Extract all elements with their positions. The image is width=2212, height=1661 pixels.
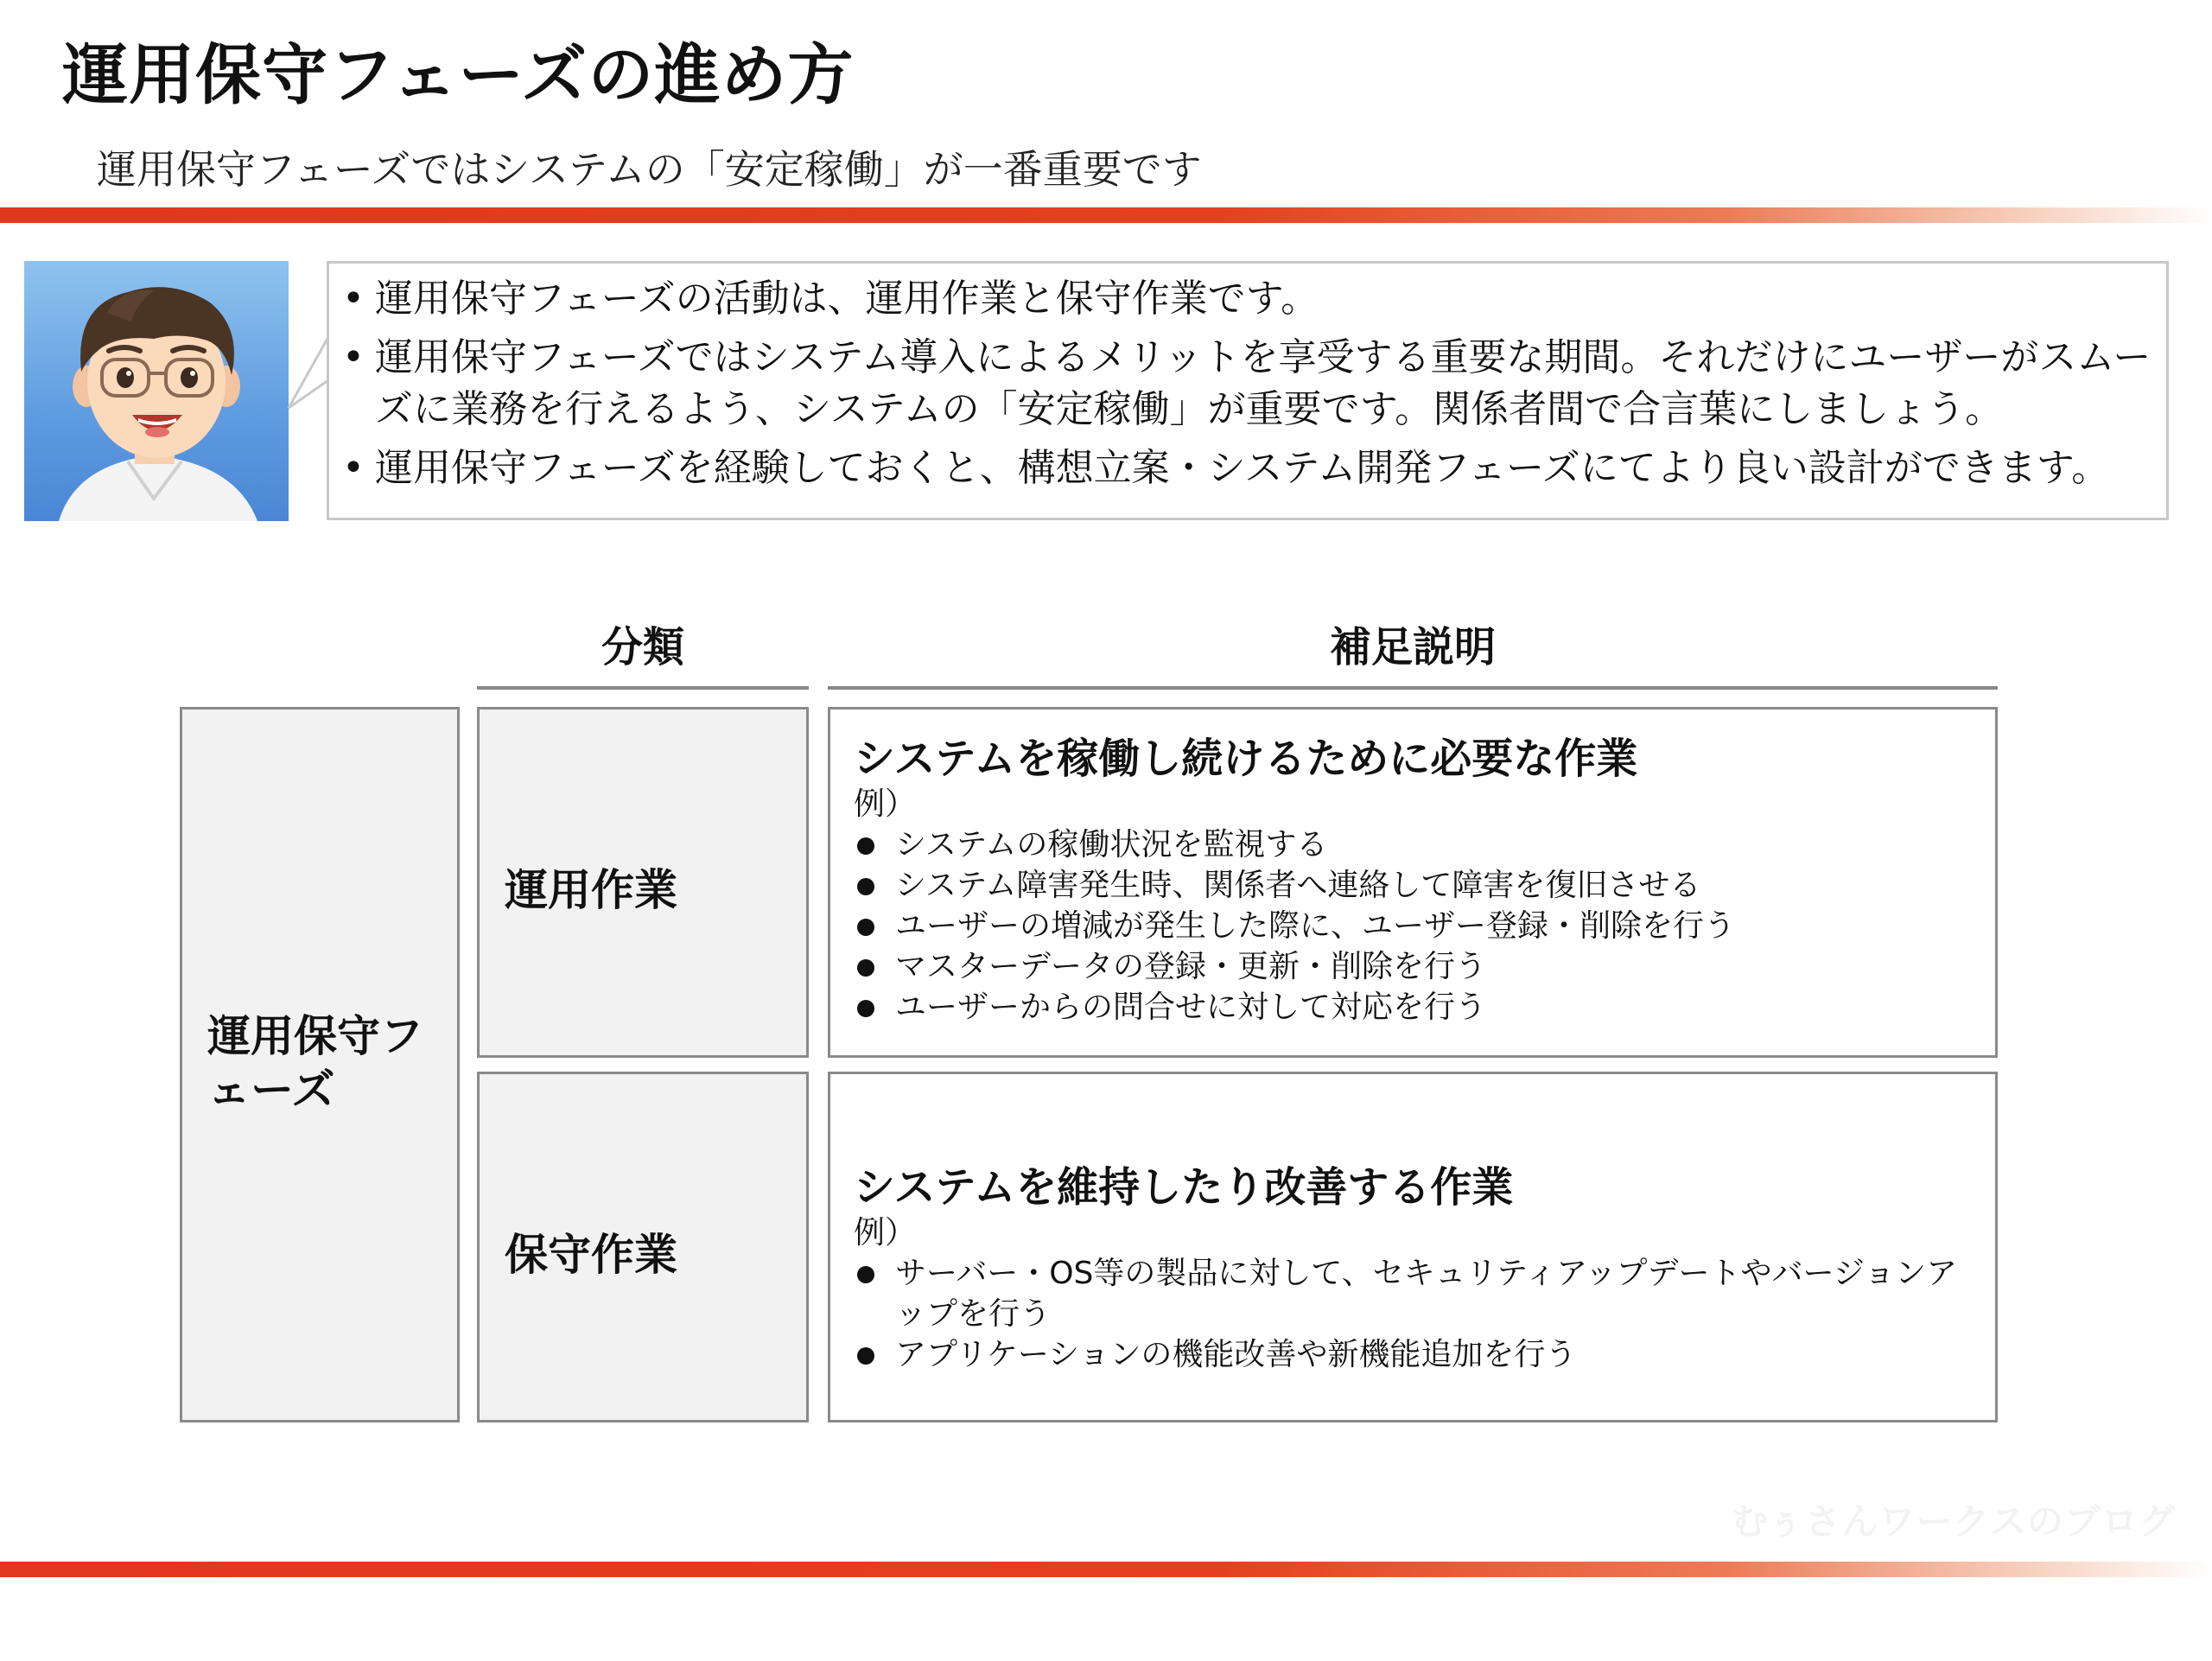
speech-bubble-tail — [287, 328, 330, 415]
list-item: システムの稼働状況を監視する — [854, 824, 1977, 865]
example-label: 例） — [854, 1215, 917, 1251]
column-header-rule — [477, 686, 809, 690]
detail-content — [854, 733, 1977, 1028]
category-label: 運用作業 — [505, 865, 677, 915]
column-header-category: 分類 — [601, 623, 684, 671]
intro-bullet: • 運用保守フェーズではシステム導入によるメリットを享受する重要な期間。それだけにユーザーがスムーズに業務を行えるよう、システムの「安定稼働」が重要です。関係者間で合言葉にしましょう。 — [339, 332, 2153, 436]
list-item: サーバー・OS等の製品に対して、セキュリティアップデートやバージョンアップを行う — [854, 1253, 1977, 1334]
detail-title: システムを維持したり改善する作業 — [854, 1163, 1514, 1212]
list-item: ユーザーの増減が発生した際に、ユーザー登録・削除を行う — [854, 906, 1977, 946]
intro-bullet: • 運用保守フェーズを経験しておくと、構想立案・システム開発フェーズにてより良い設計ができます。 — [339, 442, 2153, 494]
detail-list — [854, 1253, 1977, 1375]
detail-title: システムを稼働し続けるために必要な作業 — [854, 735, 1638, 783]
example-label: 例） — [854, 786, 917, 822]
list-item: ユーザーからの問合せに対して対応を行う — [854, 987, 1977, 1028]
category-label: 保守作業 — [505, 1230, 677, 1280]
phase-label: 運用保守フェーズ — [207, 1011, 423, 1115]
list-item: システム障害発生時、関係者へ連絡して障害を復旧させる — [854, 865, 1977, 906]
intro-bullet: • 運用保守フェーズの活動は、運用作業と保守作業です。 — [339, 273, 2153, 325]
accent-bar-bottom — [0, 1562, 2212, 1577]
column-header-detail: 補足説明 — [1329, 623, 1496, 671]
list-item: マスターデータの登録・更新・削除を行う — [854, 946, 1977, 987]
column-header-rule — [828, 686, 1998, 690]
detail-content — [854, 1161, 1977, 1375]
page-subtitle: 運用保守フェーズではシステムの「安定稼働」が一番重要です — [97, 146, 1202, 193]
intro-bullet-list — [339, 273, 2153, 501]
list-item: アプリケーションの機能改善や新機能追加を行う — [854, 1334, 1977, 1375]
watermark: むぅさんワークスのブログ — [1732, 1500, 2176, 1543]
accent-bar-top — [0, 207, 2212, 223]
detail-list — [854, 824, 1977, 1028]
page-title: 運用保守フェーズの進め方 — [62, 36, 855, 113]
avatar-illustration — [24, 261, 289, 521]
